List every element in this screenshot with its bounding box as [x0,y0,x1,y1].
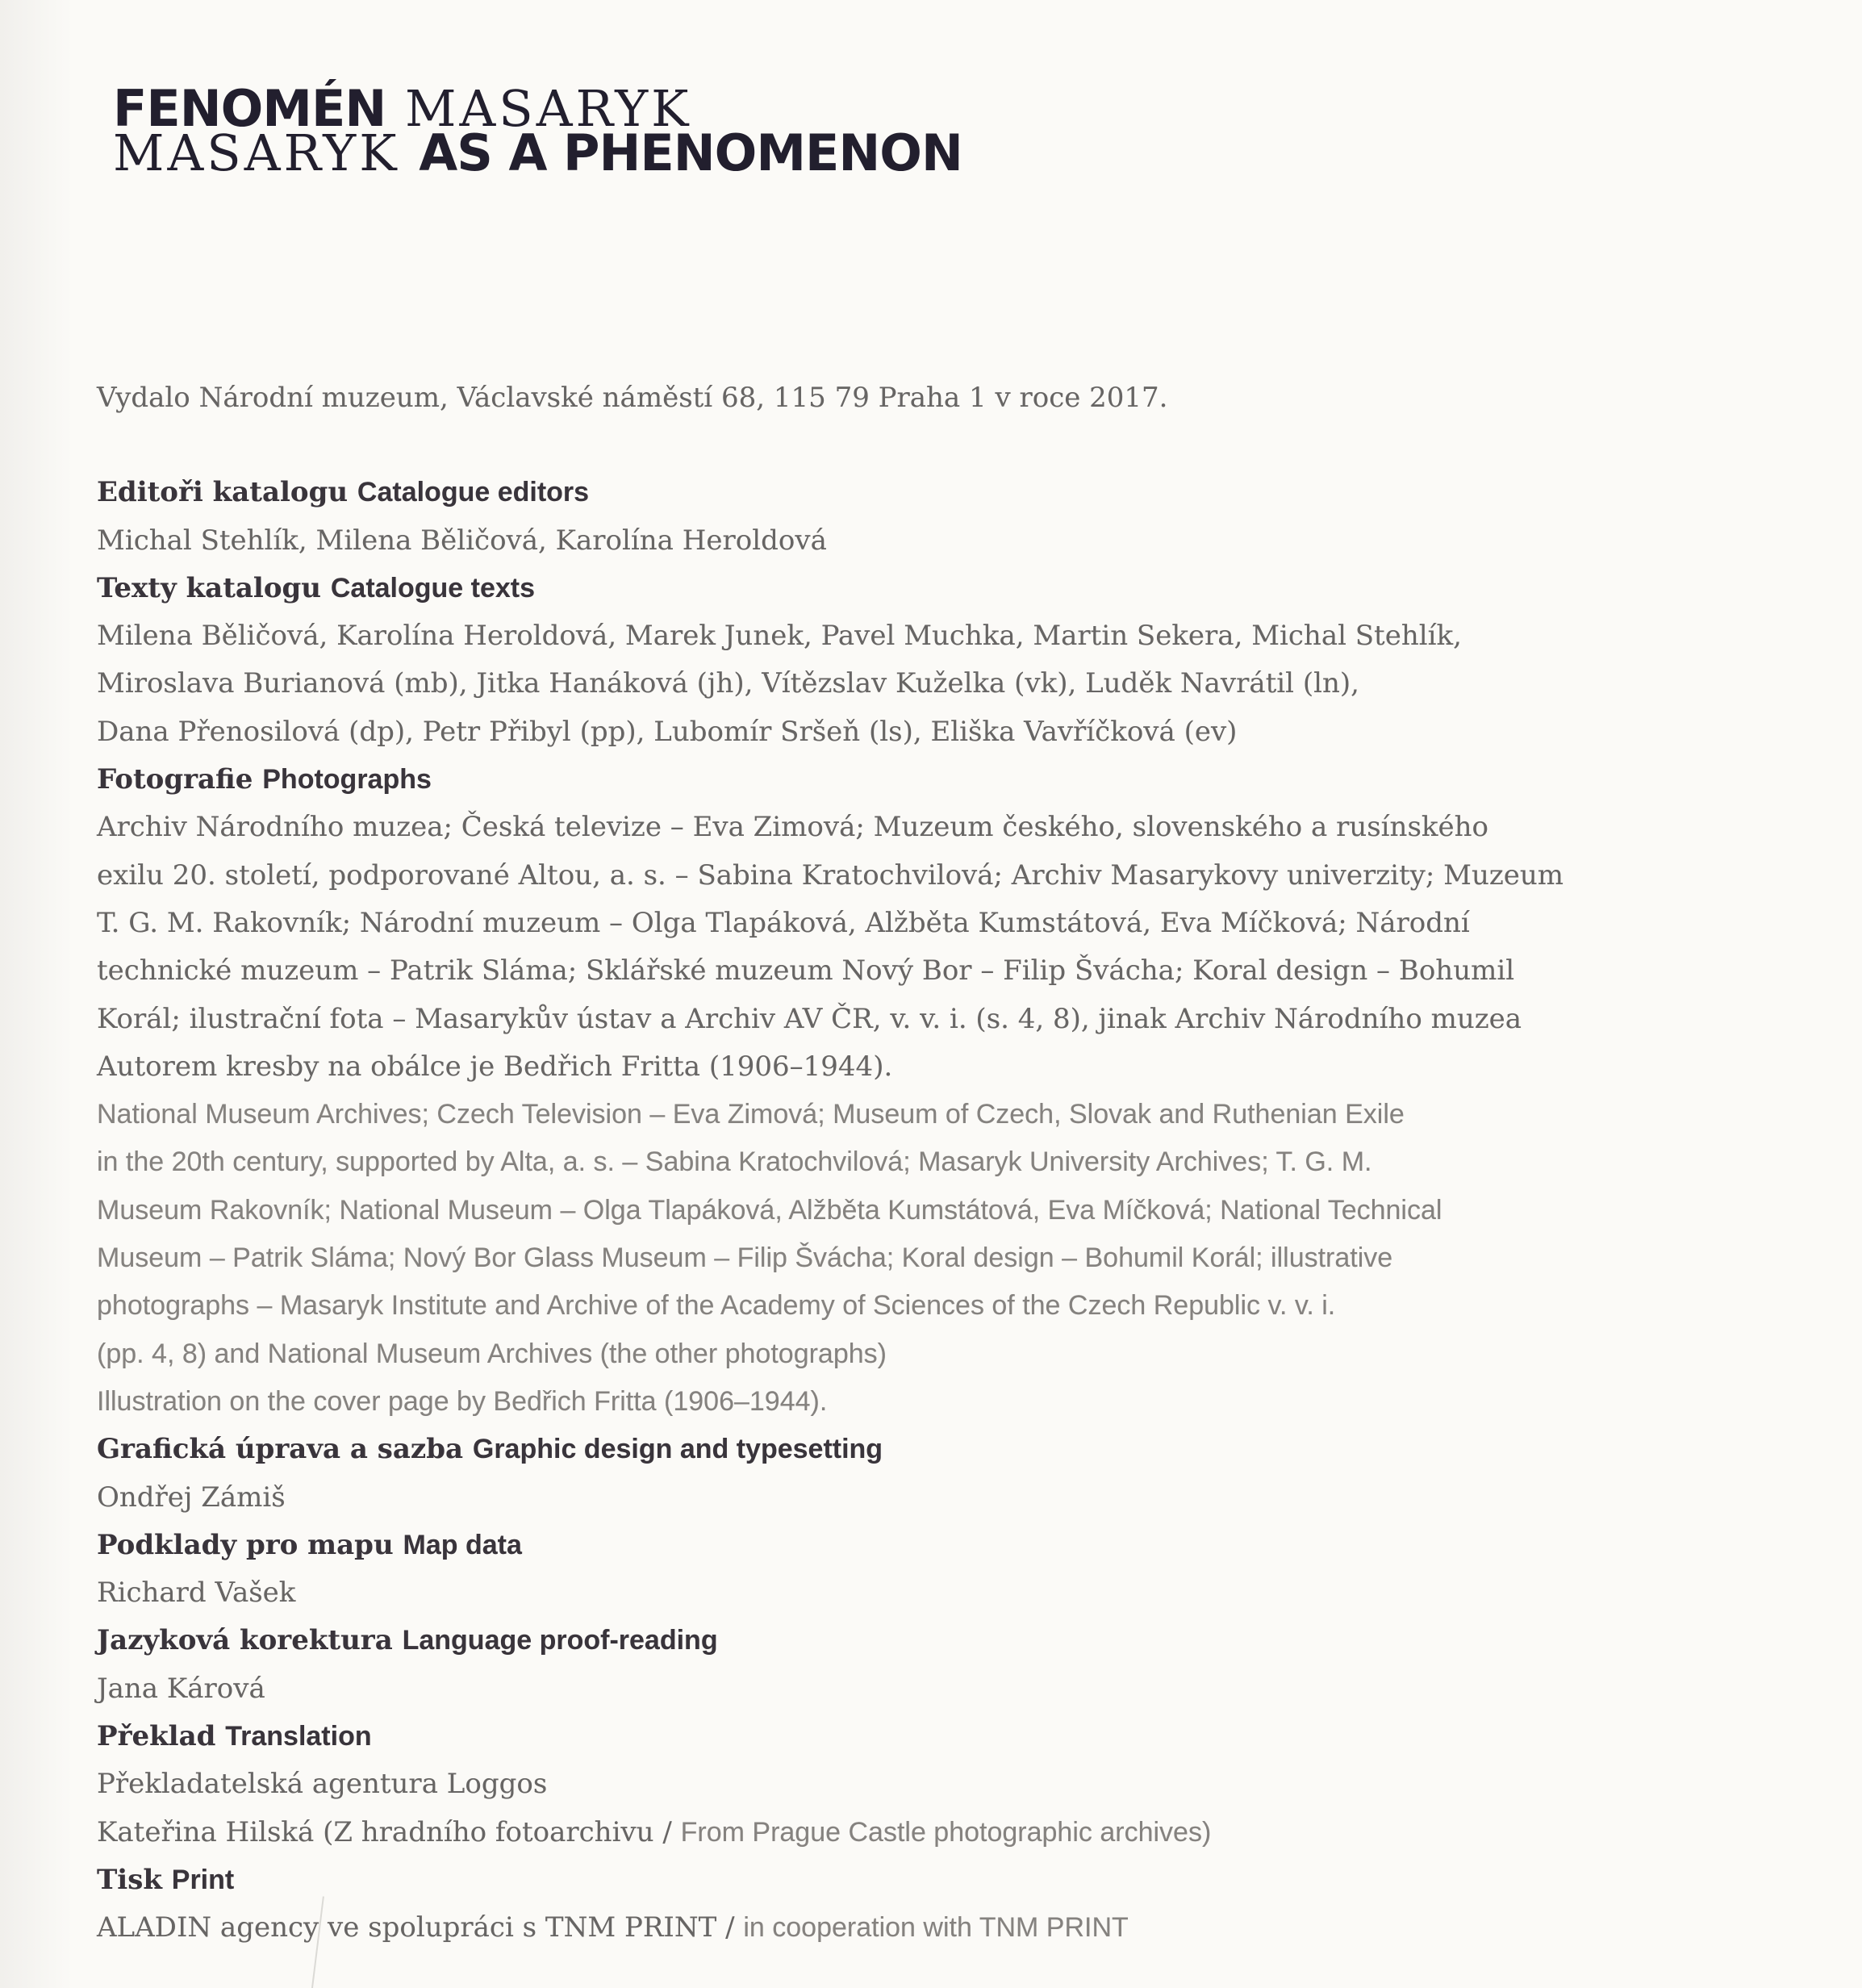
colophon-line [97,1378,1830,1426]
text-segment-en: Museum – Patrik Sláma; Nový Bor Glass Museum – Filip Švácha; Koral design – Bohumil Korál; illustrative [97,1242,1393,1274]
text-segment-en: in cooperation with TNM PRINT [743,1912,1129,1944]
publisher-text: Vydalo Národní muzeum, Václavské náměstí 68, 115 79 Praha 1 v roce 2017. [97,382,1168,414]
text-segment-cz: Korál; ilustrační fota – Masarykův ústav a Archiv AV ČR, v. v. i. (s. 4, 8), jinak Archiv Národního muzea [97,1002,1522,1035]
text-segment-en: Museum Rakovník; National Museum – Olga Tlapáková, Alžběta Kumstátová, Eva Míčková; National Technical [97,1194,1442,1226]
text-segment-bold: FENOMÉN [113,79,386,138]
text-segment-cz: ALADIN agency ve spolupráci s TNM PRINT / [97,1911,744,1944]
colophon-line [97,1665,1830,1713]
colophon-line [97,1426,1830,1473]
text-segment-cz: Editoři katalogu [97,476,357,509]
text-segment-cz: Autorem kresby na obálce je Bedřich Fritta (1906–1944). [97,1050,893,1083]
text-segment-cz: Miroslava Burianová (mb), Jitka Hanáková (jh), Vítězslav Kuželka (vk), Luděk Navrátil (ln), [97,667,1359,700]
colophon-line [97,565,1830,612]
text-segment-cz: T. G. M. Rakovník; Národní muzeum – Olga Tlapáková, Alžběta Kumstátová, Eva Míčková; Národní [97,906,1470,939]
text-segment-cz: Michal Stehlík, Milena Běličová, Karolína Heroldová [97,524,827,557]
text-segment-en: (pp. 4, 8) and National Museum Archives (the other photographs) [97,1338,887,1369]
colophon-line [97,1713,1830,1760]
colophon-line [97,1138,1830,1186]
colophon-line [97,1617,1830,1664]
publisher-line [97,374,1830,422]
text-segment-cz: Překladatelská agentura Loggos [97,1768,548,1801]
colophon-line [97,1474,1830,1522]
colophon-line [97,1091,1830,1138]
text-segment-cz: Milena Běličová, Karolína Heroldová, Marek Junek, Pavel Muchka, Martin Sekera, Michal Stehlík, [97,620,1462,653]
text-segment-cz: Texty katalogu [97,571,331,604]
text-segment-bold: AS A PHENOMENON [419,123,962,182]
colophon-line [97,708,1830,756]
text-segment-en: photographs – Masaryk Institute and Archive of the Academy of Sciences of the Czech Republic v. v. i. [97,1290,1336,1322]
colophon-line [97,660,1830,708]
text-segment-cz: Podklady pro mapu [97,1528,403,1561]
text-segment-en: Illustration on the cover page by Bedřich Fritta (1906–1944). [97,1385,828,1417]
colophon-line [97,517,1830,565]
colophon-line [97,900,1830,947]
text-segment-en: Catalogue texts [330,572,536,604]
text-segment-en: From Prague Castle photographic archives) [680,1816,1212,1848]
colophon-line [97,1522,1830,1569]
colophon-text-block [97,374,1830,1952]
text-segment-cz: Jazyková korektura [97,1624,403,1657]
colophon-line [97,804,1830,851]
text-segment-en: Print [171,1864,235,1895]
text-segment-cz: technické muzeum – Patrik Sláma; Sklářské muzeum Nový Bor – Filip Švácha; Koral design – Bohumil [97,954,1515,988]
text-segment-en: Graphic design and typesetting [472,1434,883,1465]
colophon-line [97,1760,1830,1808]
text-segment-cz: Richard Vašek [97,1577,296,1610]
title-line [113,123,962,182]
text-segment-en: Translation [225,1721,372,1752]
text-segment-light: MASARYK [386,79,692,138]
colophon-line [97,1904,1830,1952]
colophon-line [97,1856,1830,1904]
text-segment-cz: Tisk [97,1863,172,1896]
colophon-line [97,756,1830,804]
text-segment-en: Catalogue editors [357,477,590,508]
colophon-line [97,1282,1830,1330]
colophon-line [97,1330,1830,1378]
text-segment-en: Photographs [262,764,432,796]
credits-lines [97,469,1830,1952]
colophon-line [97,996,1830,1043]
text-segment-cz: Kateřina Hilská (Z hradního fotoarchivu / [97,1815,681,1848]
text-segment-cz: Jana Kárová [97,1672,265,1705]
colophon-line [97,1187,1830,1234]
text-segment-cz: Ondřej Zámiš [97,1481,286,1514]
text-segment-cz: Překlad [97,1720,226,1753]
colophon-line [97,1234,1830,1282]
text-segment-cz: exilu 20. století, podporované Altou, a. s. – Sabina Kratochvilová; Archiv Masarykovy univerzity; Muzeum [97,858,1564,892]
colophon-line [97,1043,1830,1091]
text-segment-light: MASARYK [113,123,420,182]
text-segment-cz: Archiv Národního muzea; Česká televize – Eva Zimová; Muzeum českého, slovenského a rusínského [97,811,1488,844]
text-segment-en: Language proof-reading [402,1625,718,1656]
colophon-line [97,612,1830,660]
text-segment-en: in the 20th century, supported by Alta, a. s. – Sabina Kratochvilová; Masaryk University Archives; T. G. M. [97,1146,1372,1178]
colophon-line [97,469,1830,516]
scan-edge-shading [0,0,73,1988]
text-segment-cz: Grafická úprava a sazba [97,1433,473,1466]
catalogue-title [113,79,962,182]
colophon-line [97,1809,1830,1856]
text-segment-cz: Dana Přenosilová (dp), Petr Přibyl (pp), Lubomír Sršeň (ls), Eliška Vavříčková (ev) [97,715,1238,748]
text-segment-en: National Museum Archives; Czech Television – Eva Zimová; Museum of Czech, Slovak and Ruthenian Exile [97,1099,1405,1130]
colophon-line [97,852,1830,900]
colophon-line [97,947,1830,995]
text-segment-en: Map data [403,1529,522,1560]
colophon-line [97,1569,1830,1617]
text-segment-cz: Fotografie [97,763,263,796]
